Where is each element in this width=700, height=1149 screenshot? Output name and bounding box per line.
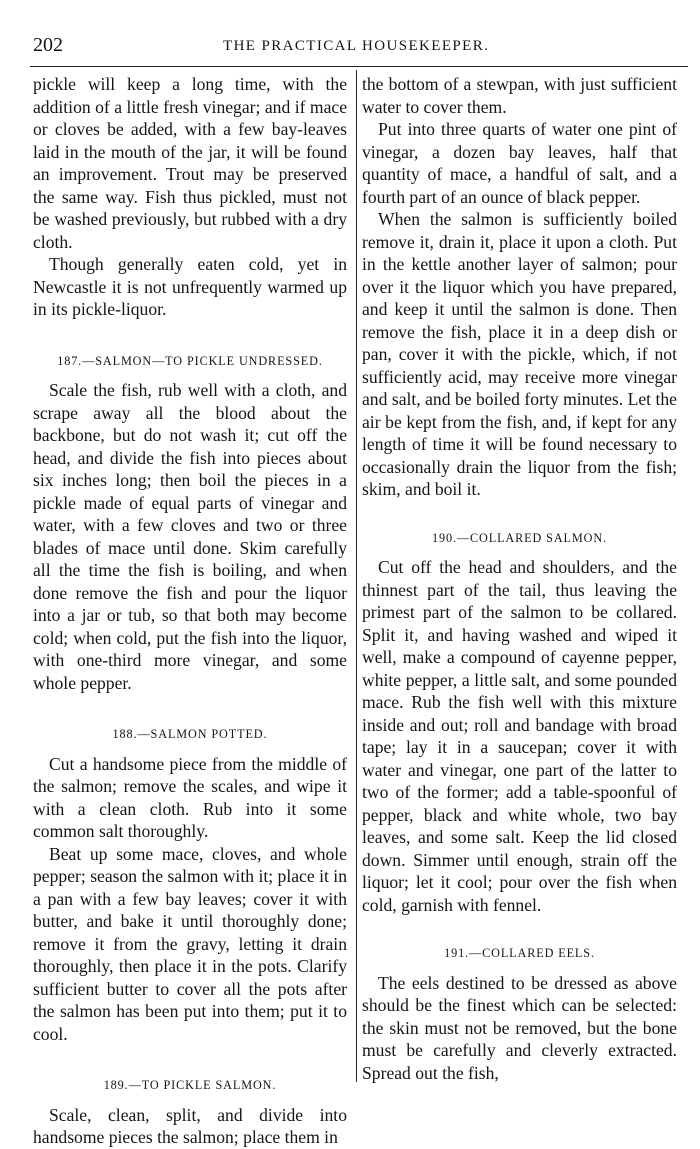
recipe-heading-188: 188.—SALMON POTTED. [112, 727, 268, 741]
page-header [0, 0, 700, 66]
paragraph: pickle will keep a long time, with the addition of a little fresh vinegar; and if mace or cloves be added, with a few bay-leaves laid in the mouth of the jar, it will be found an improvement. Trout may be preserved the same way. Fish thus pickled, must not be washed previously, but rubbed with a dry cloth. [33, 74, 347, 252]
paragraph: Scale the fish, rub well with a cloth, and scrape away all the blood about the backbone, but do not wash it; cut off the head, and divide the fish into pieces about six inches long; then boil the pieces in a pickle made of equal parts of vinegar and water, with a few cloves and two or three blades of mace until done. Skim carefully all the time the fish is boiling, and when done remove the fish and pour the liquor into a jar or tub, so that both may become cold; when cold, put the fish into the liquor, with one-third more vinegar, and some whole pepper. [33, 380, 347, 693]
paragraph: The eels destined to be dressed as above should be the finest which can be selected: the skin must not be removed, but the bone must be carefully and cleverly extracted. Spread out the fish, [362, 972, 677, 1083]
paragraph: Scale, clean, split, and divide into handsome pieces the salmon; place them in [33, 1104, 347, 1147]
running-title: THE PRACTICAL HOUSEKEEPER. [223, 38, 490, 54]
column-divider [356, 70, 357, 1082]
paragraph: When the salmon is sufficiently boiled remove it, drain it, place it upon a cloth. Put in the kettle another layer of salmon; pour over it the liquor which you have prepared, and keep it until the salmon is done. Then remove the fish, place it in a deep dish or pan, cover it with the pickle, which, if not sufficiently acid, may receive more vinegar and salt, and be boiled forty minutes. Let the air be kept from the fish, and, if kept for any length of time it will be found necessary to occasionally drain the liquor from the fish; skim, and boil it. [362, 209, 677, 499]
recipe-heading-191: 191.—COLLARED EELS. [444, 946, 595, 960]
recipe-heading-189: 189.—TO PICKLE SALMON. [103, 1078, 277, 1092]
paragraph: Though generally eaten cold, yet in Newcastle it is not unfrequently warmed up in its pickle-liquor. [33, 254, 347, 319]
paragraph: Cut off the head and shoulders, and the thinnest part of the tail, thus leaving the primest part of the salmon to be collared. Split it, and having washed and wiped it well, make a compound of cayenne pepper, white pepper, a little salt, and some pounded mace. Rub the fish well with this mixture inside and out; roll and bandage with broad tape; lay it in a saucepan; cover it with water and vinegar, one part of the latter to two of the former; add a table-spoonful of pepper, black and white whole, two bay leaves, and some salt. Keep the lid closed down. Simmer until enough, strain off the liquor; let it cool; pour over the fish when cold, garnish with fennel. [362, 557, 677, 915]
recipe-heading-187: 187.—SALMON—TO PICKLE UNDRESSED. [57, 353, 323, 368]
paragraph: the bottom of a stewpan, with just sufficient water to cover them. [362, 74, 677, 117]
paragraph: Put into three quarts of water one pint of vinegar, a dozen bay leaves, half that quantity of mace, a handful of salt, and a fourth part of an ounce of black pepper. [362, 119, 677, 207]
page-number: 202 [33, 34, 63, 56]
right-column [362, 73, 677, 1084]
left-column [33, 73, 347, 1149]
paragraph: Beat up some mace, cloves, and whole pepper; season the salmon with it; place it in a pan with a few bay leaves; cover it with butter, and bake it until thoroughly done; remove it from the gravy, letting it drain thoroughly, then place it in the pots. Clarify sufficient butter to cover all the pots after the salmon has been put into them; put it to cool. [33, 843, 347, 1044]
recipe-heading-190: 190.—COLLARED SALMON. [432, 530, 607, 545]
header-rule [30, 66, 688, 67]
paragraph: Cut a handsome piece from the middle of the salmon; remove the scales, and wipe it with a clean cloth. Rub into it some common salt thoroughly. [33, 753, 347, 841]
